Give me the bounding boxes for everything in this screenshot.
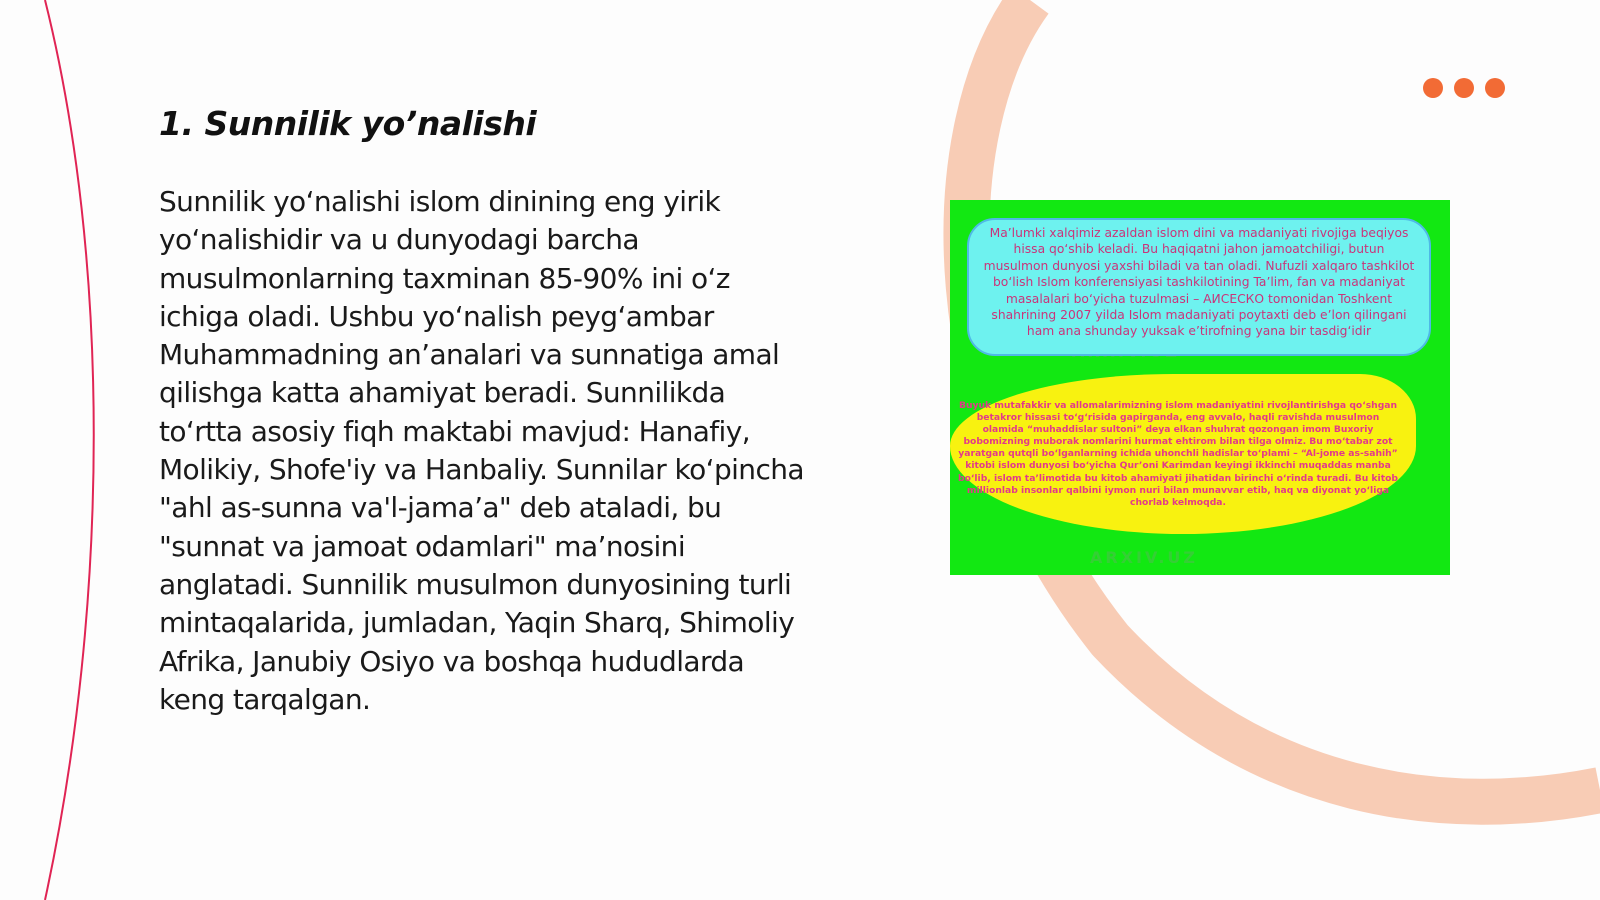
yellow-text-box: Buyuk mutafakkir va allomalarimizning islom madaniyatini rivojlantirishga qo‘shgan betakror hissasi to‘g‘risida gapirganda, eng avvalo, haqli ravishda musulmon olamida “muhaddislar sultoni” deya elkan shuhrat qozongan imom Buxoriy bobomizning muborak nomlarini hurmat ehtirom bilan tilga olmiz. Bu mo‘tabar zot yaratgan qutqli bo‘lganlarning ichida uhonchli hadislar to‘plami – “Al-jome as-sahih” kitobi islom dunyosi bo‘yicha Qur’oni Karimdan keyingi ikkinchi muqaddas manba bo‘lib, islom ta’limotida bu kitob ahamiyati jihatidan birinchi o‘rinda turadi. Bu kitob millionlab insonlar qalbini iymon nuri bilan munavvar etib, haq va diyonat yo‘liga chorlab kelmoqda.: [950, 374, 1416, 534]
slide-body-text: Sunnilik yo‘nalishi islom dinining eng yirik yo‘nalishidir va u dunyodagi barcha musulmonlarning taxminan 85-90% ini o‘z ichiga oladi. Ushbu yo‘nalish peyg‘ambar Muhammadning an’analari va sunnatiga amal qilishga katta ahamiyat beradi. Sunnilikda to‘rtta asosiy fiqh maktabi mavjud: Hanafiy, Molikiy, Shofe'iy va Hanbaliy. Sunnilar ko‘pincha "ahl as-sunna va'l-jama’a" deb ataladi, bu "sunnat va jamoat odamlari" ma’nosini anglatadi. Sunnilik musulmon dunyosining turli mintaqalarida, jumladan, Yaqin Sharq, Shimoliy Afrika, Janubiy Osiyo va boshqa hududlarda keng tarqalgan.: [159, 185, 804, 716]
dot-icon: [1423, 78, 1443, 98]
cyan-text-box: Ma’lumki xalqimiz azaldan islom dini va madaniyati rivojiga beqiyos hissa qo‘shib keladi. Bu haqiqatni jahon jamoatchiligi, butun musulmon dunyosi yaxshi biladi va tan oladi. Nufuzli xalqaro tashkilot bo‘lish Islom konferensiyasi tashkilotining Ta’lim, fan va madaniyat masalalari bo‘yicha tuzulmasi – АИСЕСКО tomonidan Toshkent shahrining 2007 yilda Islom madaniyati poytaxti deb e’lon qilingani ham ana shunday yuksak e’tirofning yana bir tasdig‘idir: [967, 218, 1431, 356]
dot-icon: [1454, 78, 1474, 98]
dots-decoration: [1423, 78, 1505, 98]
slide-title: 1. Sunnilik yo’nalishi: [159, 104, 537, 143]
dot-icon: [1485, 78, 1505, 98]
watermark: ARXIV.UZ: [1090, 548, 1198, 567]
decorative-line: [45, 0, 94, 900]
embedded-picture: [950, 200, 1450, 575]
